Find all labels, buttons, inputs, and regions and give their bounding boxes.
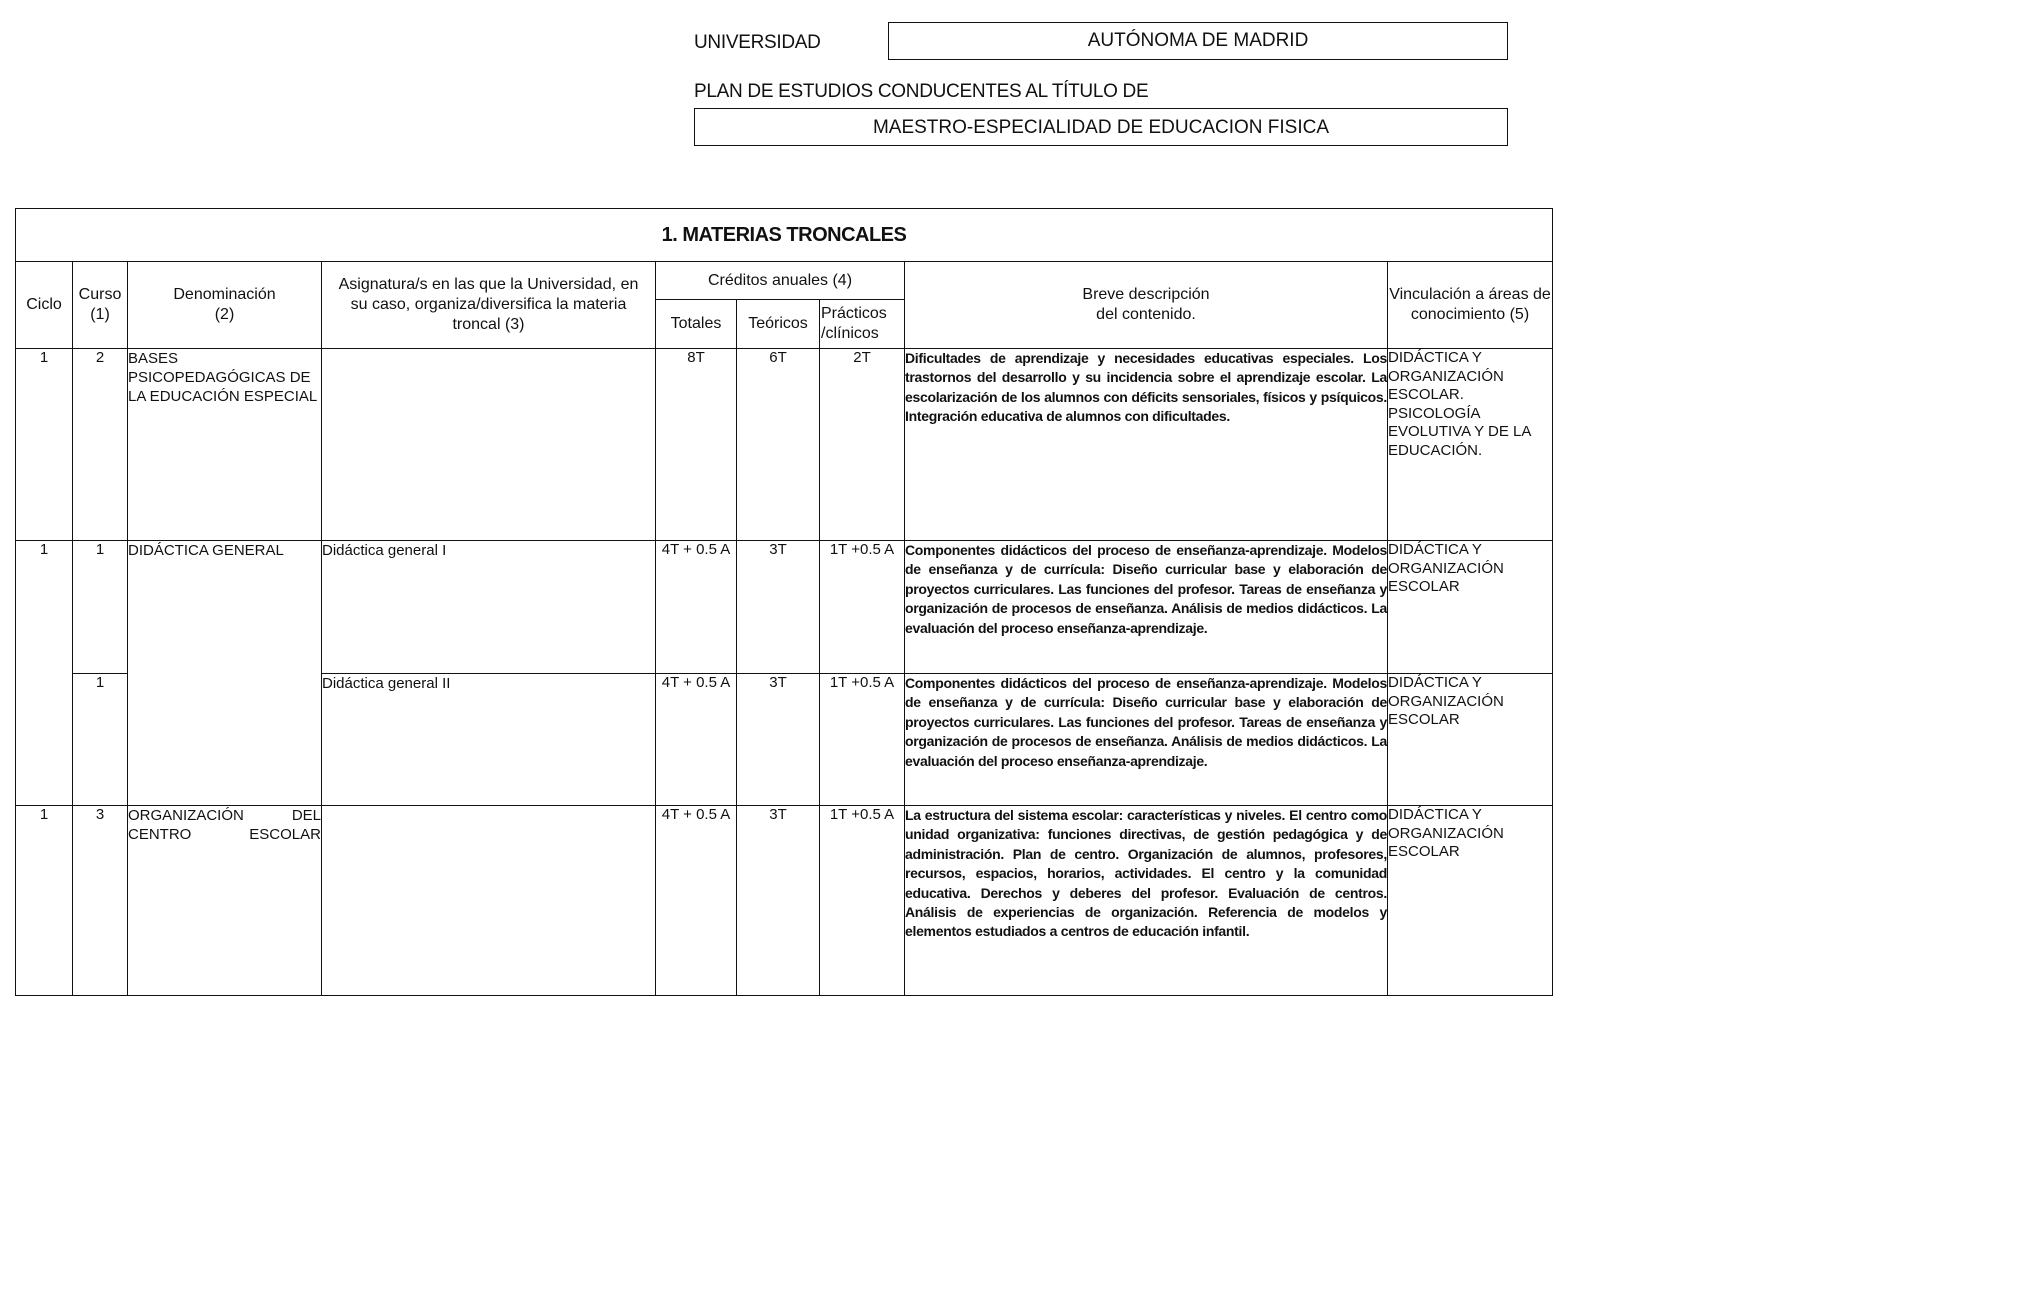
row-ciclo: 1: [16, 349, 73, 541]
header-descripcion-label: Breve descripción: [1082, 286, 1210, 303]
row-asignatura: Didáctica general I: [322, 541, 656, 674]
header-curso: [73, 262, 128, 349]
header-vinculacion: Vinculación a áreas de conocimiento (5): [1388, 262, 1553, 349]
header-practicos-note: /clínicos: [821, 325, 879, 342]
table-title: 1. MATERIAS TRONCALES: [16, 209, 1553, 262]
header-descripcion: [905, 262, 1388, 349]
row-areas: DIDÁCTICA Y ORGANIZACIÓN ESCOLAR: [1388, 806, 1553, 996]
header-practicos: [820, 300, 905, 349]
row-teoricos: 3T: [737, 806, 820, 996]
row-teoricos: 3T: [737, 541, 820, 674]
header-denominacion-note: (2): [214, 306, 235, 323]
header-creditos: Créditos anuales (4): [656, 262, 905, 300]
row-ciclo: 1: [16, 806, 73, 996]
row-practicos: 2T: [820, 349, 905, 541]
row-denominacion: [128, 674, 322, 806]
row-teoricos: 6T: [737, 349, 820, 541]
materias-troncales-table: [15, 208, 1553, 996]
row-asignatura: Didáctica general II: [322, 674, 656, 806]
row-totales: 4T + 0.5 A: [656, 674, 737, 806]
titulo-value-box: MAESTRO-ESPECIALIDAD DE EDUCACION FISICA: [694, 108, 1508, 146]
row-denominacion: ORGANIZACIÓN DEL CENTRO ESCOLAR: [128, 806, 322, 996]
row-descripcion: Dificultades de aprendizaje y necesidades educativas especiales. Los trastornos del desarrollo y su incidencia sobre el aprendizaje escolar. La escolarización de los alumnos con déficits sensoriales, físicos y psíquicos. Integración educativa de alumnos con dificultades.: [905, 349, 1388, 541]
universidad-value-box: AUTÓNOMA DE MADRID: [888, 22, 1508, 60]
row-ciclo: [16, 674, 73, 806]
table-row: [16, 806, 1553, 996]
row-descripcion: La estructura del sistema escolar: características y niveles. El centro como unidad organizativa: funciones directivas, de gestión pedagógica y de administración. Plan de centro. Organización de alumnos, profesores, recursos, espacios, horarios, actividades. El centro y la comunidad educativa. Derechos y deberes del profesor. Evaluación de centros. Análisis de experiencias de organización. Referencia de modelos y elementos estudiados a centros de educación infantil.: [905, 806, 1388, 996]
header-ciclo: Ciclo: [16, 262, 73, 349]
table-row: [16, 674, 1553, 806]
header-denominacion: [128, 262, 322, 349]
row-areas: DIDÁCTICA Y ORGANIZACIÓN ESCOLAR: [1388, 541, 1553, 674]
row-totales: 8T: [656, 349, 737, 541]
row-teoricos: 3T: [737, 674, 820, 806]
row-curso: 2: [73, 349, 128, 541]
row-totales: 4T + 0.5 A: [656, 806, 737, 996]
row-practicos: 1T +0.5 A: [820, 541, 905, 674]
universidad-label: UNIVERSIDAD: [694, 32, 821, 53]
row-areas: DIDÁCTICA Y ORGANIZACIÓN ESCOLAR. PSICOLOGÍA EVOLUTIVA Y DE LA EDUCACIÓN.: [1388, 349, 1553, 541]
row-practicos: 1T +0.5 A: [820, 806, 905, 996]
row-descripcion: Componentes didácticos del proceso de enseñanza-aprendizaje. Modelos de enseñanza y de currícula: Diseño curricular base y elaboración de proyectos curriculares. Las funciones del profesor. Tareas de enseñanza y organización de procesos de enseñanza. Análisis de medios didácticos. La evaluación del proceso enseñanza-aprendizaje.: [905, 674, 1388, 806]
row-denominacion: BASES PSICOPEDAGÓGICAS DE LA EDUCACIÓN ESPECIAL: [128, 349, 322, 541]
table-row: [16, 541, 1553, 674]
row-practicos: 1T +0.5 A: [820, 674, 905, 806]
header-denominacion-label: Denominación: [173, 286, 276, 303]
header-curso-label: Curso: [78, 286, 122, 303]
header-descripcion-note: del contenido.: [1096, 306, 1196, 323]
header-totales: Totales: [656, 300, 737, 349]
row-asignatura: [322, 349, 656, 541]
row-curso: 1: [73, 541, 128, 674]
plan-label: PLAN DE ESTUDIOS CONDUCENTES AL TÍTULO DE: [694, 81, 1149, 102]
table-row: [16, 349, 1553, 541]
row-denominacion: DIDÁCTICA GENERAL: [128, 541, 322, 674]
row-ciclo: 1: [16, 541, 73, 674]
row-descripcion: Componentes didácticos del proceso de enseñanza-aprendizaje. Modelos de enseñanza y de currícula: Diseño curricular base y elaboración de proyectos curriculares. Las funciones del profesor. Tareas de enseñanza y organización de procesos de enseñanza. Análisis de medios didácticos. La evaluación del proceso enseñanza-aprendizaje.: [905, 541, 1388, 674]
row-curso: 1: [73, 674, 128, 806]
row-asignatura: [322, 806, 656, 996]
header-practicos-label: Prácticos: [821, 305, 887, 322]
row-totales: 4T + 0.5 A: [656, 541, 737, 674]
row-curso: 3: [73, 806, 128, 996]
header-asignatura: Asignatura/s en las que la Universidad, en su caso, organiza/diversifica la materia troncal (3): [322, 262, 656, 349]
row-areas: DIDÁCTICA Y ORGANIZACIÓN ESCOLAR: [1388, 674, 1553, 806]
header-curso-note: (1): [90, 306, 110, 323]
header-teoricos: Teóricos: [737, 300, 820, 349]
